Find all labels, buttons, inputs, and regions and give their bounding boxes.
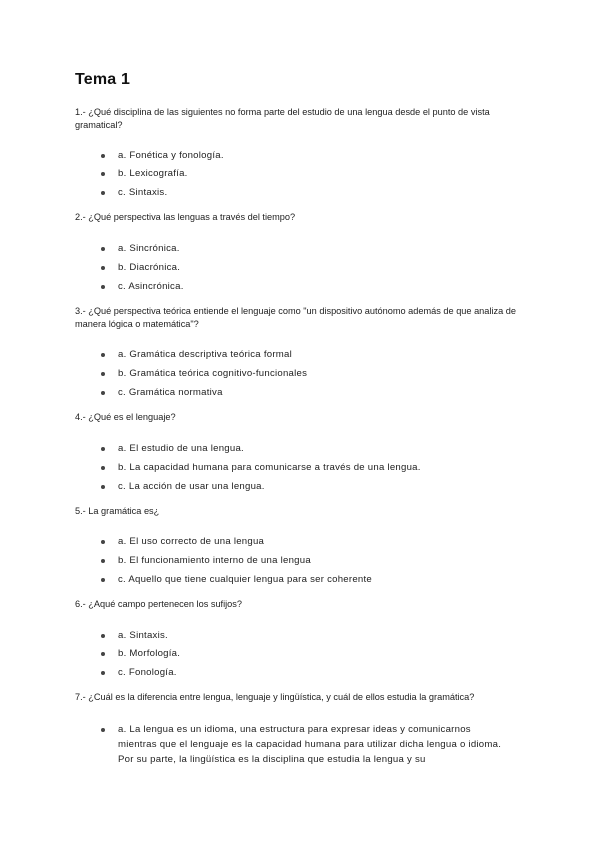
option-label: b. Lexicografía. [118,168,188,179]
question-4-text: 4.- ¿Qué es el lenguaje? [75,412,176,422]
bullet-icon [101,485,105,489]
bullet-icon [101,634,105,638]
bullet-icon [101,285,105,289]
question-2-option-c [101,279,511,294]
bullet-icon [101,172,105,176]
option-label: c. Sintaxis. [118,187,168,198]
question-1-option-c [101,185,511,200]
question-7-option-a [101,722,511,767]
option-label: a. Sincrónica. [118,243,180,254]
option-label: a. El uso correcto de una lengua [118,536,265,547]
bullet-icon [101,191,105,195]
option-label: b. La capacidad humana para comunicarse a través de una lengua. [118,462,421,473]
option-label: b. Morfología. [118,648,181,659]
question-6-option-a [101,628,511,643]
question-4-option-c [101,479,511,494]
bullet-icon [101,154,105,158]
question-5-option-b [101,553,511,568]
question-2-text: 2.- ¿Qué perspectiva las lenguas a través del tiempo? [75,212,296,222]
question-7-text: 7.- ¿Cuál es la diferencia entre lengua, lenguaje y lingüística, y cuál de ellos estudia la gramática? [75,692,475,702]
option-label: c. La acción de usar una lengua. [118,481,265,492]
question-4-option-a [101,441,511,456]
question-6-option-c [101,665,511,680]
bullet-icon [101,671,105,675]
bullet-icon [101,466,105,470]
question-4-option-b [101,460,511,475]
option-label: a. Fonética y fonología. [118,150,224,161]
question-5-option-c [101,572,511,587]
bullet-icon [101,447,105,451]
option-label: a. La lengua es un idioma, una estructura para expresar ideas y comunicarnos mientras que el lenguaje es la capacidad humana para utilizar dicha lengua o idioma. Por su parte, la lingüística es la disciplina que estudia la lengua y su [118,724,502,765]
bullet-icon [101,266,105,270]
question-5-option-a [101,534,511,549]
question-1-text: 1.- ¿Qué disciplina de las siguientes no forma parte del estudio de una lengua desde el punto de vista gramatical? [75,107,490,130]
bullet-icon [101,353,105,357]
option-label: c. Asincrónica. [118,281,184,292]
page-title: Tema 1 [75,71,131,88]
question-3-option-a [101,347,511,362]
bullet-icon [101,247,105,251]
option-label: c. Fonología. [118,667,177,678]
question-3-option-c [101,385,511,400]
question-3-option-b [101,366,511,381]
question-5-text: 5.- La gramática es¿ [75,506,160,516]
bullet-icon [101,372,105,376]
option-label: c. Aquello que tiene cualquier lengua para ser coherente [118,574,373,585]
question-6-option-b [101,646,511,661]
option-label: b. Gramática teórica cognitivo-funcionales [118,368,308,379]
question-2-option-b [101,260,511,275]
bullet-icon [101,728,105,732]
bullet-icon [101,391,105,395]
question-2-option-a [101,241,511,256]
bullet-icon [101,652,105,656]
question-3-text: 3.- ¿Qué perspectiva teórica entiende el lenguaje como "un dispositivo autónomo además de que analiza de manera lógica o matemática"? [75,306,516,329]
option-label: b. Diacrónica. [118,262,181,273]
option-label: a. Sintaxis. [118,630,168,641]
bullet-icon [101,578,105,582]
option-label: c. Gramática normativa [118,387,223,398]
option-label: b. El funcionamiento interno de una lengua [118,555,311,566]
bullet-icon [101,559,105,563]
bullet-icon [101,540,105,544]
question-1-option-a [101,148,511,163]
option-label: a. El estudio de una lengua. [118,443,244,454]
question-1-option-b [101,166,511,181]
option-label: a. Gramática descriptiva teórica formal [118,349,292,360]
question-6-text: 6.- ¿Aqué campo pertenecen los sufijos? [75,599,242,609]
